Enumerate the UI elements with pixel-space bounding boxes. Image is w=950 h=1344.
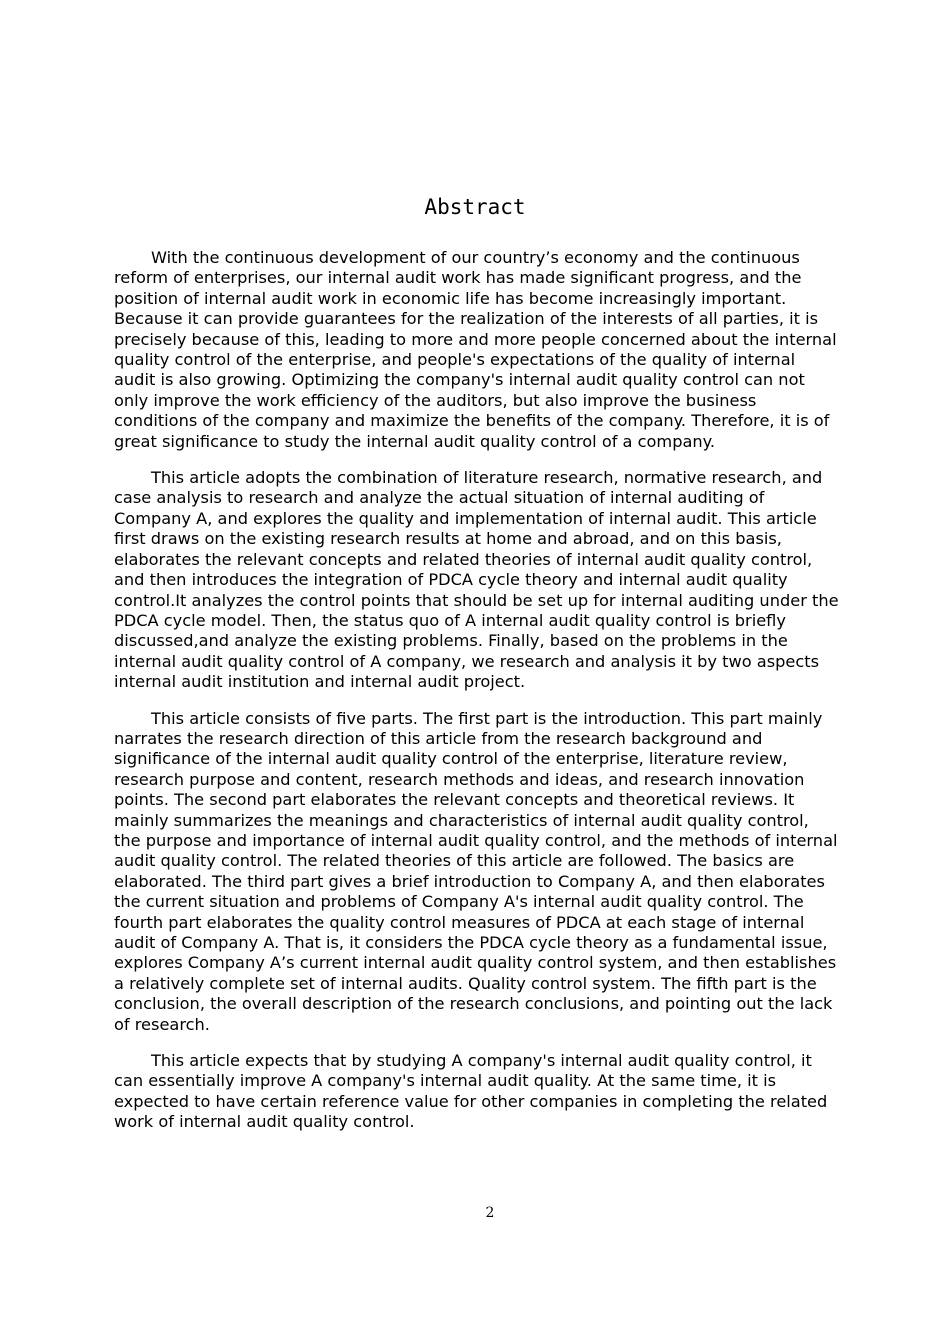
abstract-paragraph-1: With the continuous development of our country’s economy and the continuous reform of enterprises, our internal audit work has made significant progress, and the position of internal audit work in economic life has become increasingly important. Because it can provide guarantees for the realization of the interests of all parties, it is precisely because of this, leading to more and more people concerned about the internal quality control of the enterprise, and people's expectations of the quality of internal audit is also growing. Optimizing the company's internal audit quality control can not only improve the work efficiency of the auditors, but also improve the business conditions of the company and maximize the benefits of the company. Therefore, it is of great significance to study the internal audit quality control of a company. bbox=[114, 248, 837, 451]
abstract-title: Abstract bbox=[424, 195, 526, 219]
page-number: 2 bbox=[485, 1205, 495, 1221]
abstract-paragraph-3: This article consists of five parts. The first part is the introduction. This part mainly narrates the research direction of this article from the research background and significance of the internal audit quality control of the enterprise, literature review, research purpose and content, research methods and ideas, and research innovation points. The second part elaborates the relevant concepts and theoretical reviews. It mainly summarizes the meanings and characteristics of internal audit quality control, the purpose and importance of internal audit quality control, and the methods of internal audit quality control. The related theories of this article are followed. The basics are elaborated. The third part gives a brief introduction to Company A, and then elaborates the current situation and problems of Company A's internal audit quality control. The fourth part elaborates the quality control measures of PDCA at each stage of internal audit of Company A. That is, it considers the PDCA cycle theory as a fundamental issue, explores Company A’s current internal audit quality control system, and then establishes a relatively complete set of internal audits. Quality control system. The fifth part is the conclusion, the overall description of the research conclusions, and pointing out the lack of research. bbox=[114, 708, 838, 1034]
abstract-body bbox=[114, 248, 839, 1149]
abstract-paragraph-4: This article expects that by studying A company's internal audit quality control, it can essentially improve A company's internal audit quality. At the same time, it is expected to have certain reference value for other companies in completing the related work of internal audit quality control. bbox=[114, 1051, 828, 1132]
abstract-paragraph-2: This article adopts the combination of literature research, normative research, and case analysis to research and analyze the actual situation of internal auditing of Company A, and explores the quality and implementation of internal audit. This article first draws on the existing research results at home and abroad, and on this basis, elaborates the relevant concepts and related theories of internal audit quality control, and then introduces the integration of PDCA cycle theory and internal audit quality control.It analyzes the control points that should be set up for internal auditing under the PDCA cycle model. Then, the status quo of A internal audit quality control is briefly discussed,and analyze the existing problems. Finally, based on the problems in the internal audit quality control of A company, we research and analysis it by two aspects internal audit institution and internal audit project. bbox=[114, 468, 839, 692]
